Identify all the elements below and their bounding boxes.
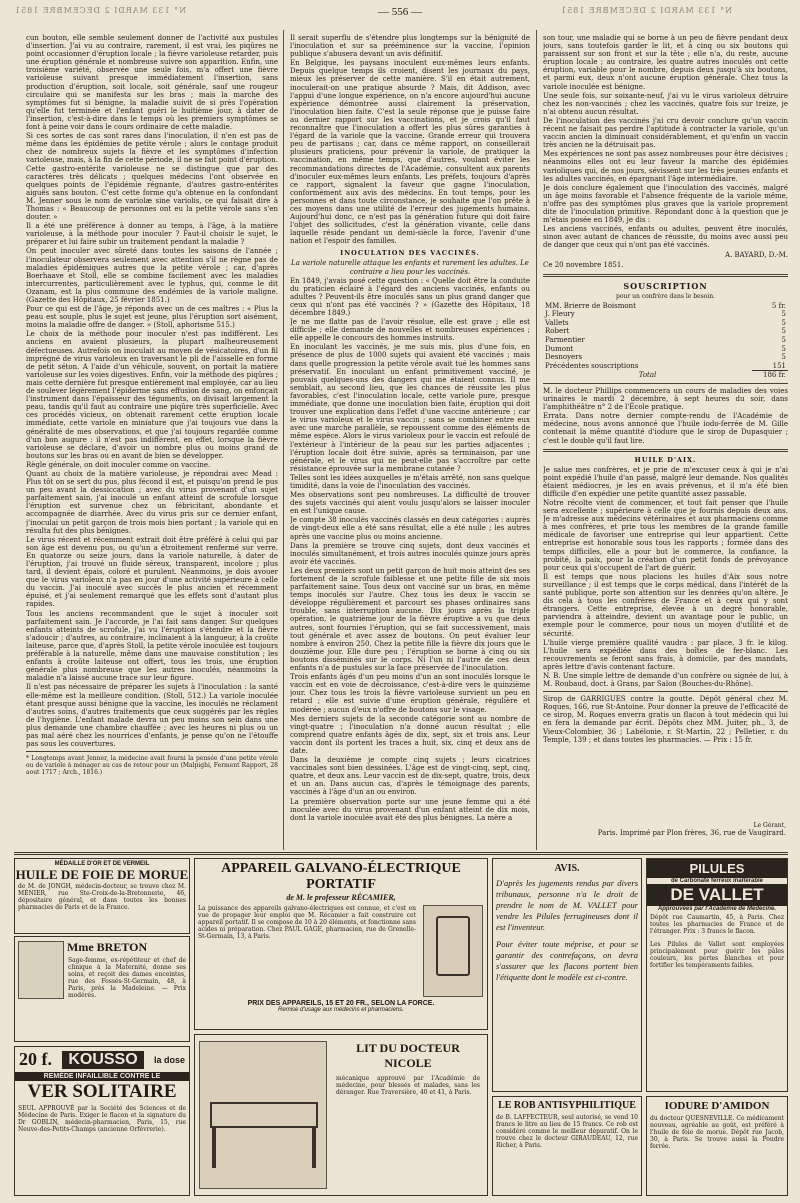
table-row: Dumont 5 [545, 344, 786, 353]
column-divider-2 [536, 30, 537, 850]
column-divider-1 [283, 30, 284, 850]
column-3 [543, 34, 788, 849]
page-number: — 556 — [378, 6, 422, 18]
paragraph: Sirop de GARRIGUES contre la goutte. Dépôt général chez M. Roques, 166, rue St-Antoine. Pour donner la preuve de l'efficacité de ce sirop, M. Roques enverra gratis un flacon à tout médecin qui lui en fera la demande par écrit. Dépôts chez MM. Juiter, ph., 3, de Vieux-Colombier, 36 ; Labélonie, r. St-Martin, 22 ; Pelletier, r. du Temple, 139 ; et dans toutes les pharmacies. — Prix : 15 fr. [543, 695, 788, 744]
table-row: Vallets 5 [545, 318, 786, 327]
ad-appareil-galvano: APPAREIL GALVANO-ÉLECTRIQUE PORTATIF de M. le professeur RÉCAMIER, La puissance des appareils galvano-électriques est connue, et c'est en vue de propager leur emploi que M. Récamier a fait construire cet appareil portatif. Il se compose de 10 à 20 éléments, et fonctionne sans acides ni préparation. Chez PAUL GAGE, pharmacien, rue de Grenelle-St-Germain, 13, à Paris. PRIX DES APPAREILS, 15 ET 20 FR., SELON LA FORCE. Remise d'usage aux médecins et pharmaciens. [194, 858, 488, 1030]
paragraph: Tous les anciens recommandent que le sujet à inoculer soit parfaitement sain. Je l'accorde, je l'ai fait sans danger. Sur quelques enfants atteints de scrofule, j'ai vu l'éruption s'étendre et la fièvre s'adoucir ; d'autres, au contraire, inclinaient à la langueur, à la croûte laiteuse, parce que, d'après Stoll, la petite vérole inoculée est toujours préférable à la naturelle, même dans une mauvaise constitution ; les enfants à croûte laiteuse ont offert, tous les trois, une éruption générale plus nombreuse que les autres inoculés, néanmoins la maladie n'a laissé aucune trace sur leur figure. [26, 609, 278, 683]
section-rule [543, 383, 788, 384]
subscription-table [543, 302, 788, 380]
huile-title: HUILE D'AIX. [634, 455, 697, 464]
paragraph: Il serait superflu de s'étendre plus longtemps sur la bénignité de l'inoculation et sur sa prééminence sur la vaccine, l'opinion publique s'abusera devant un avis définitif. [290, 34, 530, 59]
souscription-subtitle: pour un confrère dans le besoin. [616, 292, 715, 300]
paragraph: N. B. Une simple lettre de demande d'un confrère ou signée de lui, à M. Roubaud, doct. à Grans, par Salon (Bouches-du-Rhône). [543, 671, 788, 689]
paragraph: En Belgique, les paysans inoculent eux-mêmes leurs enfants. Depuis quelque temps ils croient, disent les journaux du pays, mieux les préserver de cette manière. S'il en était autrement, inoculerait-on une pratique absurde ? Mais, dit Addison, avec l'appui d'une longue expérience, on n'a encore aujourd'hui aucune expérience démontrée aussi clairement la préservation, l'inoculation bien faite. C'est la seule réponse que je puisse faire au dernier rapport sur les vaccinations, et je crois qu'il faut reconnaître que l'inoculation a offert les plus sûres garanties à l'égard de la variole que la vaccine. Grande erreur qui trouvera peu de partisans ; car, dans ce même rapport, on conseillerait plusieurs praticiens, pour prévenir la variole, de pratiquer la vaccination, en même temps, que d'autres, voulant éviter les recommandations directes de l'Académie, consultent aux parents d'inoculer eux-mêmes leurs enfants. Les préfets, toujours d'après ce rapport, signalent la faveur que gagne l'inoculation, conformément aux avis des médecins. En tout temps, pour les personnes et dans toute circonstance, je souhaite que l'on prête à ces moyens dans une utilité de l'erreur des jugements humains. Aujourd'hui donc, ce n'est pas la génération future qui doit faire l'objet des sollicitudes, c'est la génération vivante, celle dans laquelle réside pendant un demi-siècle la force, l'avenir d'une nation et l'espoir des familles. [290, 59, 530, 246]
paragraph: Le choix de la méthode pour inoculer n'est pas indifférent. Les anciens en avaient plusieurs, la plupart malheureusement défectueuses. Autrefois on inoculait au moyen de vésicatoires, d'un fil imprégné de virus varioleux en traversant le pli de l'aisselle en forme de petit séton. A l'aide d'un véhicule, souvent, on portait la matière varioleuse sur les voies digestives. Enfin, voir la méthode des piqûres ; mais cette dernière fut presque entièrement mal employée, car au lieu de soulever légèrement l'épiderme sans effusion de sang, on enfonçait l'instrument dans l'épaisseur des téguments, on divisait largement la peau, tandis qu'il faut au contraire une piqûre très superficielle. Avec ces procédés vicieux, on obtenait rarement cette éruption locale immédiate, cette variole en miniature que j'ai toujours vue dans la généralité de mes observations, et que j'ai toujours regardée comme d'un bon augure : il n'est pas indifférent, en effet, lorsque la fièvre varioleuse se déclare, d'avoir un nombre plus ou moins grand de boutons sur les bras ou en avant de bien se développer. [26, 330, 278, 460]
section-subtitle: La variole naturelle attaque les enfants et rarement les adultes. Le contraire a lieu pour les vaccinés. [291, 259, 529, 276]
paragraph: Je salue mes confrères, et je prie de m'excuser ceux à qui je n'ai point expédié l'huile d'an passé, malgré leur demande. Nos qualités étaient médiocres, je les en avais prévenus, et il m'a été bien difficile d'en expédier une petite quantité assez passable. [543, 465, 788, 498]
paragraph: L'huile vierge première qualité vaudra : par place, 3 fr. le kilog. L'huile sera expédiée dans des boîtes de fer-blanc. Les recouvrements se feront sans frais, à domicile, par des mandats, après lettre d'avis contenant facture. [543, 638, 788, 671]
imprint [546, 822, 786, 837]
paragraph: Dans la deuxième je compte cinq sujets ; leurs cicatrices vaccinales sont bien dessinées. L'âge est de vingt-cinq, sept, cinq, quatre, et deux ans. Leur vaccin est de dix-sept, quatre, trois, deux et un an. Dans aucun cas, d'après le témoignage des parents, vaccinés à l'âge d'un an ou environ. [290, 756, 530, 797]
paragraph: Le virus récent et récemment extrait doit être préféré à celui qui par son âge est devenu pus, ou qu'un a étroitement renfermé sur verre. En quatorze ou seize jours, dans la variole naturelle, à dater de l'éruption, j'ai trouvé un fluide séreux, transparent, incolore ; plus tard, il devient épais, coloré et purulent. Néanmoins, je dois avouer que le virus varioleux n'a pas en jour d'une activité supérieure à celle du vaccin. J'ai inoculé avec succès le plus ancien et récemment épuisé, et j'ai seulement remarqué que les effets sont d'autant plus rapides. [26, 535, 278, 609]
table-row: MM. Brierre de Boismont 5 fr. [545, 301, 786, 310]
gerant-label: Le Gérant, [753, 822, 786, 829]
ad-mme-breton: Mme BRETON Sage-femme, ex-répétiteur et chef de clinique à la Maternité, donne ses soins, et reçoit des dames enceintes, rue des Fossés-St-Germain, 48, à Paris, près la Madeleine. — Prix modérés. [14, 936, 190, 1042]
total-row: Total 186 fr. [638, 371, 786, 380]
paragraph: Les anciens vaccinés, enfants ou adultes, peuvent être inoculés, sinon avec autant de chances de réussite, du moins avec aussi peu de danger que ceux qui n'ont pas été vaccinés. [543, 225, 788, 250]
paragraph: M. le docteur Phillips commencera un cours de maladies des voies urinaires le mardi 2 décembre, à sept heures du soir, dans l'amphithéâtre n° 2 de l'École pratique. [543, 386, 788, 412]
table-row: Desnoyers 5 [545, 353, 786, 362]
paragraph: Quant au choix de la matière varioleuse, je répondrai avec Mead : Plus tôt on se sert du pus, plus fécond il est, et puisqu'on prend le pus un peu avant la dessiccation ; avec du virus provenant d'un sujet parfaitement sain, j'ai inoculé un enfant atteint de scrofule lorsque l'éruption est survenue chez un fébricitant, abondante et accompagnée de diarrhée. Avec du virus pris sur ce dernier enfant, j'inoculai un petit garçon de trois mois bien portant ; la variole qui en résulta fut des plus bénignes. [26, 469, 278, 535]
page-header [0, 0, 800, 28]
ad-avis-vallet: AVIS. D'après les jugements rendus par divers tribunaux, personne n'a le droit de prendre le nom de M. VALLET pour vendre les Pilules ferrugineuses dont il est l'inventeur. Pour éviter toute méprise, et pour se garantir des contrefaçons, on devra s'assurer que les flacons portent bien l'étiquette dont le modèle est ci-contre. [492, 858, 642, 1092]
ad-kousso: 20 f. KOUSSO la dose REMÈDE INFAILLIBLE CONTRE LE VER SOLITAIRE SEUL APPROUVÉ par la Société des Sciences et de Médecine de Paris. Exiger le flacon et la signature du Dr GOBLIN, médecin-pharmacien, Paris, 15, rue Neuve-des-Petits-Champs (ancienne Orfèvrerie). [14, 1046, 190, 1196]
paragraph: En inoculant les vaccinés, je me suis mis, plus d'une fois, en présence de plus de 1000 sujets qui avaient été vaccinés ; mais dans quelle progression la petite vérole avait tué les hommes sans préservatif. En inoculant un enfant primitivement vacciné, je pouvais quelques-uns des dangers qui me étaient connus. Il me semblait, au second lieu, que les chances de réussite les plus favorables, c'est l'inoculation locale, cette variole pure, presque immédiate, que donne une inoculation bien faite, éruption qui doit trouver une explication dans l'effet d'une vaccine antérieure ; car le virus varioleux et le virus vaccin ; sans se combiner entre eux avec une marche parallèle, se repoussent comme des éléments de même espèce. Alors le virus varioleux pour le vaccin est refoulé de l'extérieur à l'intérieur de la peau sur les parties adjacentes ; l'éruption locale doit être suivie, après sa terminaison, par une générale, et le virus qui ne peut-elle pas s'accroître par cette résistance éprouvée sur la membrane cutanée ? [290, 343, 530, 473]
paragraph: En 1849, j'avais posé cette question : « Quelle doit être la conduite du praticien éclairé à l'égard des anciens vaccinés, enfants ou adultes ? Peuvent-ils être inoculés sans un plus grand danger que ceux qui n'ont pas été vaccinés ? » (Gazette des Hôpitaux, 18 décembre 1849.) [290, 276, 530, 317]
ad-pilules-vallet: PILULES de Carbonate ferreux inaltérable DE VALLET Approuvées par l'Académie de Médecine. Dépôt rue Caumartin, 45, à Paris. Chez toutes les pharmacies de France et de l'étranger. Prix : 3 francs le flacon. Les Pilules de Vallet sont employées principalement pour guérir les pâles couleurs, les pertes blanches et pour fortifier les tempéraments faibles. [646, 858, 788, 1092]
paragraph: Si ces sortes de cas sont rares dans l'inoculation, il n'en est pas de même dans les épidémies de petite vérole ; alors le contage produit chez de nombreux sujets la fièvre et les symptômes d'infection varioleuse, mais, à la fin de cette période, il ne se fait point d'éruption. Cette gastro-entérite varioleuse ne se distingue que par des caractères très délicats ; quelques médecins l'ont observée en quelques points de l'épidémie régnante, d'autres gastro-entérites aiguës sans bouton. C'est cette forme qu'a obtenue en la confondant M. Jenner sous le nom de variolæ sine variolis, ce qui faisait dire à Thomas : « Beaucoup de personnes ont eu la petite vérole sans s'en douter. » [26, 132, 278, 222]
author-signature: A. BAYARD, D.-M. [725, 251, 788, 260]
paragraph: Je ne me flatte pas de l'avoir résolue, elle est grave ; elle est difficile ; elle demande de nouvelles et nombreuses expériences ; elle appelle le concours des hommes instruits. [290, 318, 530, 343]
paragraph: Il n'est pas nécessaire de préparer les sujets à l'inoculation : la santé elle-même est la meilleure condition. (Stoll, 512.) La variole inoculée étant presque aussi bénigne que la vaccine, les inoculés ne réclament d'autres soins, d'autres traitements que ceux suggérés par les règles de l'hygiène. L'enfant malade devra un peu moins son sein dans une plus demande une chambre chauffée ; avec les heures ni plus ou un pas mal aéré chez les nourrices d'enfants, je pense qu'on ne l'étouffe pas sous les couvertures. [26, 683, 278, 749]
date-line: Ce 20 novembre 1851. [543, 261, 624, 270]
paragraph: Il est temps que nous placions les huiles d'Aix sous notre surveillance ; il est temps que le corps médical, dans l'intérêt de la santé publique, porte son attention sur les denrées qu'on altère. Je dis cela à tous les confrères de France et à ceux qui y sont étrangers. Cette entreprise, élevée à un degré honorable, parviendra à atteindre, devient un avantage pour le public, un exemple pour le commerce, pour nous un moyen d'utilité et de sécurité. [543, 572, 788, 638]
souscription-title: SOUSCRIPTION [623, 280, 708, 291]
table-row: Robert 5 [545, 327, 786, 336]
ad-huile-foie-morue: MÉDAILLE D'OR ET DE VERMEIL HUILE DE FOIE DE MORUE de M. de JONGH, médecin-docteur, se trouve chez M. MÉNIER, rue Ste-Croix-de-la-Bretonnerie, 46, dépositaire général, et dans toutes les bonnes pharmacies de Paris et de la France. [14, 858, 190, 934]
section-title: INOCULATION DES VACCINÉS. [340, 249, 480, 258]
paragraph: De l'inoculation des vaccinés j'ai cru devoir conclure qu'un vaccin récent ne faisait pas perdre l'aptitude à contracter la variole, qu'un vaccin ancien la diminuait considérablement, et qu'enfin un vaccin très ancien ne la détruisait pas. [543, 116, 788, 150]
ads-rule [14, 852, 788, 855]
column-2 [290, 34, 530, 849]
footnote: * Longtemps avant Jenner, la médecine avait fourni la pensée d'une petite vérole ou de variole à ménager au cas de retour pour un (Malpighi, Ferment Rapport, 28 aout 1717 ; Arch., 1816.) [26, 755, 278, 777]
section-rule [543, 274, 788, 277]
section-rule [543, 449, 788, 452]
paragraph: Une seule fois, sur soixante-neuf, j'ai vu le virus varioleux détruire chez les non-vaccinés ; chez les vaccinés, quatre fois sur treize, je n'ai obtenu aucun résultat. [543, 91, 788, 116]
column-1 [26, 34, 278, 849]
table-row: J. Fleury 5 [545, 310, 786, 319]
paragraph: Je dois conclure également que l'inoculation des vaccinés, malgré un âge moins favorable et l'absence fréquente de la variole même, n'offre pas des symptômes plus graves que la variole proprement dite de l'inoculation primitive. Répondant donc à la question que je m'étais posée en 1849, je dis : [543, 183, 788, 225]
paragraph: La première observation porte sur une jeune femme qui a été inoculée avec du virus provenant d'un enfant atteint de dix mois, dont la variole inoculée avait été des plus bénignes. La mère a [290, 797, 530, 822]
paragraph: Notre récolte vient de commencer, et tout fait penser que l'huile sera excellente ; supérieure à celle que je fournis depuis deux ans. Je m'adresse aux médecins vétérinaires et aux pharmaciens comme à mes confrères, et prie tous les membres de la grande famille médicale de favoriser une entreprise qui leur appartient. Cette entreprise est honorable sous tous les rapports ; formée dans des temps difficiles, elle a pour but le commerce, la confiance, la probité, la paix, pour la création d'un petit fonds de prévoyance pour ceux qui s'occupent de l'art de guérir. [543, 499, 788, 572]
paragraph: Mes expériences ne sont pas assez nombreuses pour être décisives ; néanmoins elles ont eu leur faveur la marche des épidémies varioliques qui, de nos jours, sévissent sur les très jeunes enfants et les adultes vaccinés, en épargnant l'âge intermédiaire. [543, 150, 788, 183]
bleed-through-text-right: N° 133 MARDI 2 DÉCEMBRE 1851 [560, 6, 733, 15]
footnote-rule [26, 751, 278, 752]
paragraph: On peut inoculer avec sûreté dans toutes les saisons de l'année ; l'inoculateur observera seulement avec attention s'il ne règne pas de maladies épidémiques autres que la petite vérole ; car, d'après Boerhaave et Stoll, elle se combine facilement avec les maladies intercurrentes, particulièrement avec le typhus, qui, comme le dit Ozanam, est la plus commune des endémies de la variole maligne. (Gazette des Hôpitaux, 25 février 1851.) [26, 247, 278, 304]
paragraph: Je compte 38 inoculés vaccinés classés en deux catégories : auprès de vingt-deux elle a été sans résultat, elle a été nulle ; les autres après une vaccine plus ou moins ancienne. [290, 516, 530, 541]
paragraph: Errata. Dans notre dernier compte-rendu de l'Académie de médecine, nous avons annoncé que l'huile iodo-ferrée de M. Gille contenait la même quantité d'iodure que le sirop de Dupasquier ; c'est le double qu'il faut lire. [543, 412, 788, 445]
table-row: Parmentier 5 [545, 336, 786, 344]
paragraph: Mes observations sont peu nombreuses. La difficulté de trouver des sujets vaccinés qui aient voulu jusqu'alors se laisser inoculer en est l'unique cause. [290, 491, 530, 516]
ad-iodure-amidon: IODURE D'AMIDON du docteur QUESNEVILLE. Ce médicament nouveau, agréable au goût, est préféré à l'huile de foie de morue. Dépôt rue Jacob, 30, à Paris. Se trouve aussi la Poudre ferrée. [646, 1096, 788, 1196]
bed-illustration [199, 1041, 327, 1189]
advertisements [14, 856, 788, 1196]
ad-lit-docteur-nicole: LIT DU DOCTEUR NICOLE mécanique approuvé par l'Académie de médecine, pour blessés et malades, sans les déranger. Rue Traversière, 40 et 41, à Paris. [194, 1034, 488, 1196]
paragraph: Règle générale, on doit inoculer comme on vaccine. [26, 460, 211, 469]
portrait-illustration [18, 941, 64, 999]
bleed-through-text-left: N° 133 MARDI 2 DÉCEMBRE 1851 [14, 6, 187, 15]
galvano-device-illustration [423, 905, 483, 997]
printer-line: Paris. Imprimé par Plon frères, 36, rue de Vaugirard. [597, 829, 786, 837]
paragraph: cun bouton, elle semble seulement donner de l'activité aux pustules d'insertion. J'ai vu au contraire, rarement, il est vrai, les piqûres ne point occasionner d'éruption locale ; la fièvre varioleuse retarder, puis une éruption générale et nombreuse suivre son apparition. Enfin, une troisième variété, observée une seule fois, m'a offert une fièvre varioleuse suivant presque immédiatement l'insertion, sans production d'éruption, soit locale, soit générale, sauf une rougeur circulaire qui se manifesta sur les bras ; mais la marche des symptômes fut si bénigne, la maladie suivit de si près l'opération qu'elle fut terminée et l'enfant guéri le huitième jour, à dater de l'insertion, c'est-à-dire dans le temps où les premiers symptômes se font à peine voir dans le cours ordinaire de cette maladie. [26, 34, 278, 132]
paragraph: Trois enfants âgés d'un peu moins d'un an sont inoculés lorsque le vaccin est en voie de décroissance, c'est-à-dire vers le quinzième jour. Chez tous les trois la fièvre varioleuse survient un peu en retard ; elle est suivie d'une éruption générale, régulière et modérée ; aucun d'eux n'offre de boutons sur le visage. [290, 673, 530, 714]
paragraph: Pour ce qui est de l'âge, je réponds avec un de ces maîtres : « Plus la peau est souple, plus le sujet est jeune, plus l'éruption sort aisément, moins la maladie offre de danger. » (Stoll, aphorisme 515.) [26, 305, 278, 330]
paragraph: son tour, une maladie qui se borne à un peu de fièvre pendant deux jours, sans toutefois garder le lit, et à cinq ou six boutons qui paraissent sur son front et sur la tête ; elle n'a, du reste, aucune éruption locale ; au contraire, les quatre autres inoculés ont cette éruption, variable pour le nombre, depuis deux jusqu'à six boutons, et parmi eux, deux n'ont aucune éruption générale. Chez tous la variole inoculée est bénigne. [543, 34, 788, 91]
table-row: Précédentes souscriptions 151 [545, 361, 786, 371]
paragraph: Il a été une préférence à donner au temps, à l'âge, à la matière varioleuse, à la méthode pour inoculer ? Faut-il choisir le sujet, le préparer et lui faire subir un traitement pendant la maladie ? [26, 222, 278, 247]
section-rule [543, 691, 788, 692]
paragraph: Telles sont les idées auxquelles je m'étais arrêté, non sans quelque timidité, dans la voie de l'inoculation des vaccinés. [290, 473, 530, 490]
paragraph: Mes derniers sujets de la seconde catégorie sont au nombre de vingt-quatre ; l'inoculation n'a donné aucun résultat ; elle comprend quatre enfants âgés de dix, sept, six et trois ans. Leur vaccin dont ils portent les traces a huit, six, cinq et deux ans de date. [290, 714, 530, 755]
ad-rob-antisyphilitique: LE ROB ANTISYPHILITIQUE de B. LAFFECTEUR, seul autorisé, se vend 10 francs le litre au lieu de 15 francs. Ce rob est considéré comme le meilleur dépuratif. On le trouve chez le docteur GIRAUDEAU, 12, rue Richer, à Paris. [492, 1096, 642, 1196]
paragraph: Dans la première se trouve cinq sujets, dont deux vaccinés et inoculés simultanément, et trois autres inoculés quinze jours après avoir été vaccinés. [290, 541, 530, 566]
paragraph: Les deux premiers sont un petit garçon de huit mois atteint des ses fortement de la scrofule faiblesse et une petite fille de six mois parfaitement saine. Tous deux ont vacciné sur un bras, en même temps inoculés sur l'autre. Chez tous les deux le vaccin se développe régulièrement et parcourt ses phases ordinaires sans trouble, sans interruption aucune. Dix jours après la triple opération, le quatrième jour de la fièvre éruptive a vu que deux autres, sont fournies l'éruption, qui se fait successivement, mais tout générale et avec assez de boutons. On peut évaluer leur nombre à environ 250. Chez la petite fille la fièvre dix jours que le douzième jour. Elle dure peu ; l'éruption se borne à cinq ou six boutons disséminés sur le corps. Ni l'un ni l'autre de ces deux enfants n'a de pustules sur la face préservée de l'inoculation. [290, 566, 530, 673]
